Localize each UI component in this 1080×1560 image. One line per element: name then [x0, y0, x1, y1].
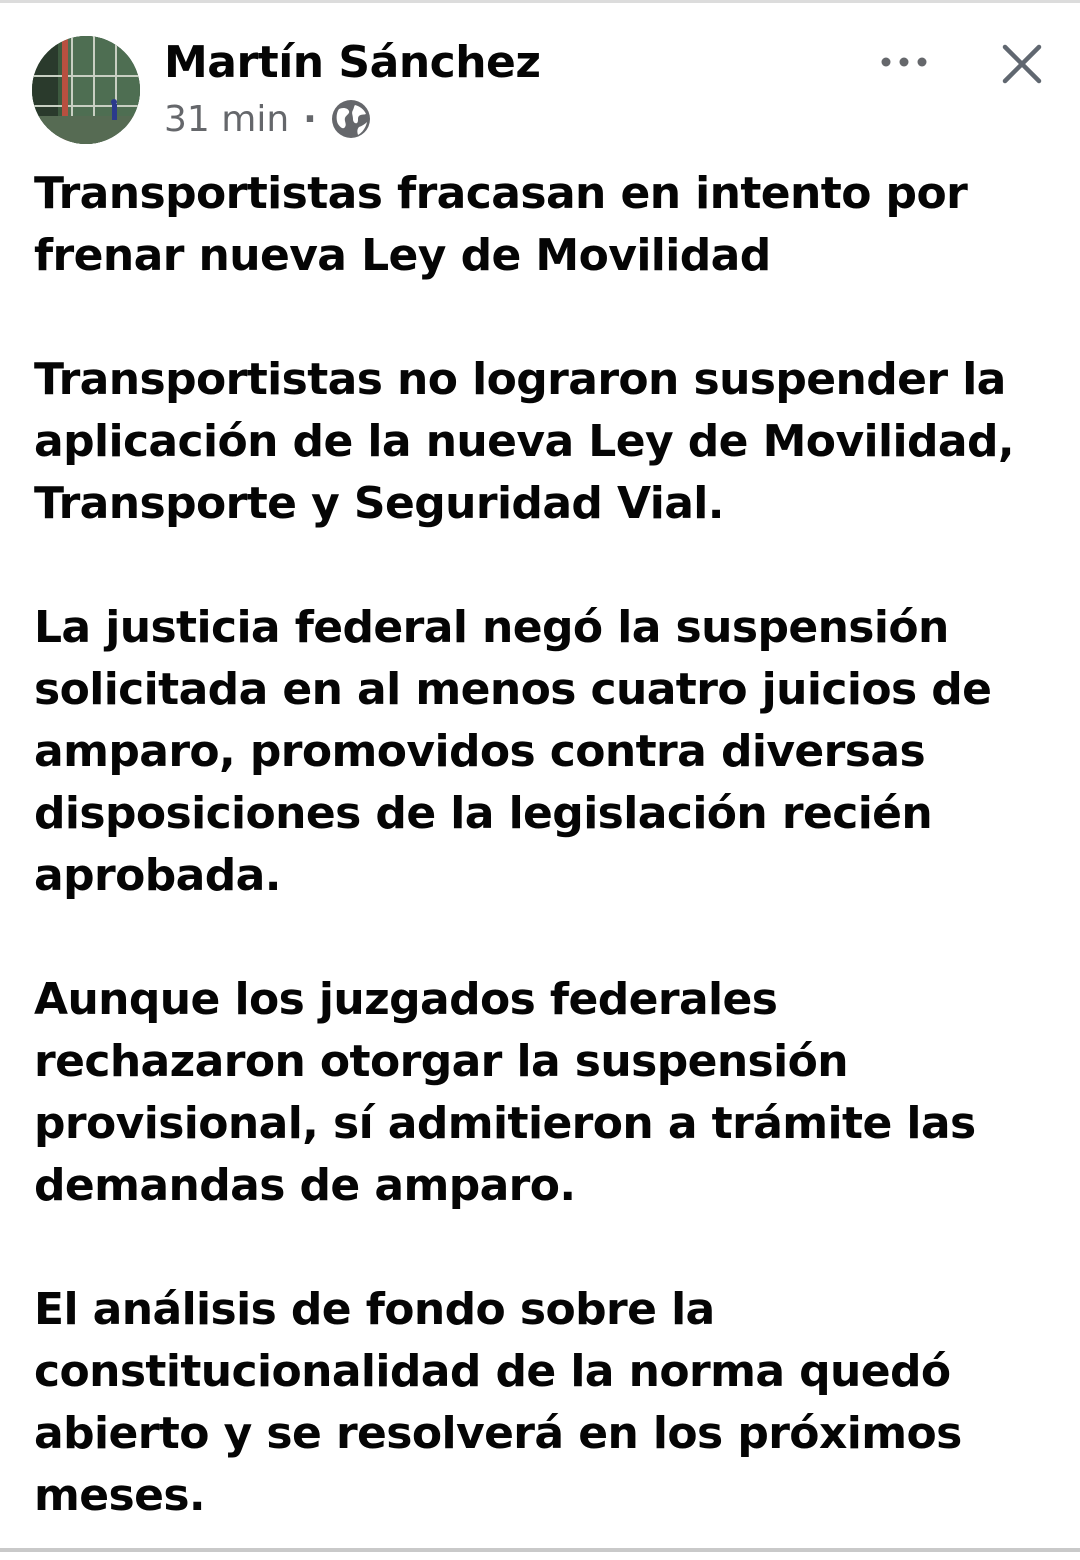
post-meta	[164, 96, 373, 142]
post-paragraph	[34, 969, 1054, 1217]
text-line: disposiciones de la legislación recién	[34, 788, 933, 839]
avatar-photo	[32, 36, 140, 144]
close-icon	[1001, 43, 1043, 85]
text-line: demandas de amparo.	[34, 1160, 576, 1211]
text-line: solicitada en al menos cuatro juicios de	[34, 664, 992, 715]
post-paragraph	[34, 349, 1054, 535]
text-line: constitucionalidad de la norma quedó	[34, 1346, 951, 1397]
text-line: amparo, promovidos contra diversas	[34, 726, 926, 777]
meta-separator: ·	[303, 98, 317, 140]
top-divider	[0, 0, 1080, 3]
text-line: aplicación de la nueva Ley de Movilidad,	[34, 416, 1014, 467]
text-line: provisional, sí admitieron a trámite las	[34, 1098, 976, 1149]
text-line: Transportistas no lograron suspender la	[34, 354, 1006, 405]
post-time[interactable]: 31 min	[164, 98, 290, 140]
post-headline	[34, 163, 1054, 287]
post-body	[34, 163, 1054, 1560]
text-line: frenar nueva Ley de Movilidad	[34, 230, 771, 281]
text-line: Aunque los juzgados federales	[34, 974, 778, 1025]
post-paragraph	[34, 597, 1054, 907]
avatar[interactable]	[32, 36, 140, 144]
globe-icon[interactable]	[329, 97, 373, 141]
text-line: El análisis de fondo sobre la	[34, 1284, 715, 1335]
more-options-button[interactable]	[872, 44, 936, 80]
bottom-divider	[0, 1548, 1080, 1552]
text-line: Transporte y Seguridad Vial.	[34, 478, 724, 529]
post-paragraph	[34, 1279, 1054, 1527]
text-line: Transportistas fracasan en intento por	[34, 168, 968, 219]
more-horizontal-icon	[880, 56, 928, 68]
text-line: abierto y se resolverá en los próximos	[34, 1408, 962, 1459]
close-button[interactable]	[996, 38, 1048, 90]
author-name[interactable]: Martín Sánchez	[164, 37, 541, 88]
text-line: aprobada.	[34, 850, 281, 901]
text-line: rechazaron otorgar la suspensión	[34, 1036, 848, 1087]
text-line: La justicia federal negó la suspensión	[34, 602, 949, 653]
text-line: meses.	[34, 1470, 206, 1521]
